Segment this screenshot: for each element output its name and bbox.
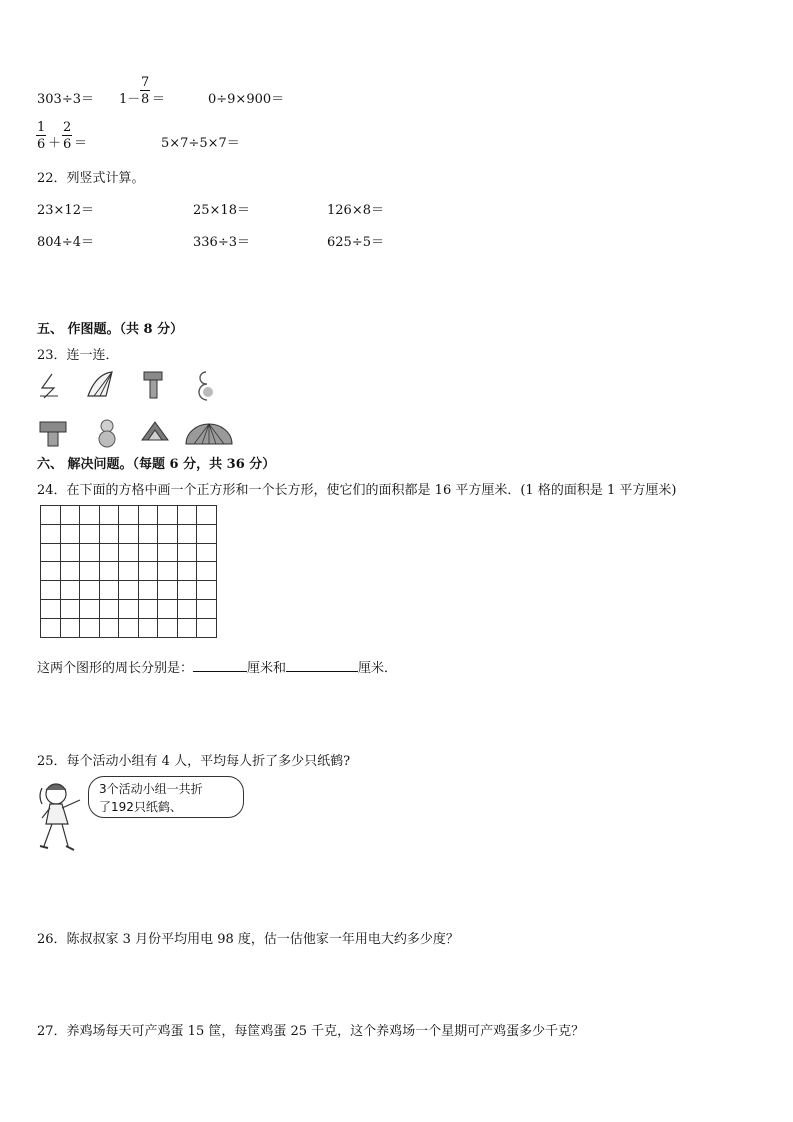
grid-cell[interactable] (99, 524, 119, 543)
equals-sign: ＝ (74, 136, 88, 151)
grid-cell[interactable] (138, 524, 158, 543)
grid-cell[interactable] (158, 524, 178, 543)
answer-prefix: 这两个图形的周长分别是： (37, 661, 194, 676)
roof-front-view-icon[interactable] (140, 420, 170, 446)
answer-mid: 厘米和 (247, 661, 287, 676)
fraction-numerator: 7 (141, 75, 150, 90)
fraction-denominator: 6 (63, 137, 72, 152)
grid-cell[interactable] (197, 506, 217, 525)
grid-cell[interactable] (80, 506, 100, 525)
answer-blank-2[interactable] (286, 659, 358, 672)
grid-cell[interactable] (80, 599, 100, 618)
expr-0-div-9-times-900: 0÷9×900＝ (208, 92, 285, 107)
bubble-line-2: 了192只纸鹤、 (99, 800, 182, 814)
expr-336-div-3: 336÷3＝ (193, 235, 250, 250)
grid-cell[interactable] (177, 543, 197, 562)
grid-cell[interactable] (197, 543, 217, 562)
expr-23x12: 23×12＝ (37, 203, 94, 218)
grid-row (41, 506, 217, 525)
grid-row (41, 618, 217, 637)
expr-5x7-div-5x7: 5×7÷5×7＝ (161, 136, 240, 151)
question-23-title: 23．连一连． (37, 348, 119, 363)
perimeter-answer-line (37, 657, 397, 676)
grid-cell[interactable] (119, 581, 139, 600)
grid-cell[interactable] (41, 581, 61, 600)
grid-cell[interactable] (197, 618, 217, 637)
fraction-7-8 (140, 76, 150, 106)
grid-cell[interactable] (119, 524, 139, 543)
umbrella-side-view-icon[interactable] (86, 370, 114, 400)
snowman-front-view-icon[interactable] (96, 418, 118, 448)
question-26-title: 26．陈叔叔家 3 月份平均用电 98 度，估一估他家一年用电大约多少度？ (37, 932, 459, 947)
grid-cell[interactable] (80, 562, 100, 581)
question-22-title: 22．列竖式计算。 (37, 171, 145, 186)
grid-cell[interactable] (158, 543, 178, 562)
fraction-numerator: 1 (37, 120, 46, 135)
grid-cell[interactable] (41, 524, 61, 543)
grid-cell[interactable] (138, 581, 158, 600)
grid-row (41, 599, 217, 618)
grid-cell[interactable] (158, 562, 178, 581)
bubble-line-1: 3个活动小组一共折 (99, 782, 203, 796)
question-27-title: 27．养鸡场每天可产鸡蛋 15 筐，每筐鸡蛋 25 千克，这个养鸡场一个星期可产鸡蛋多少千克？ (37, 1024, 585, 1039)
grid-cell[interactable] (158, 581, 178, 600)
grid-cell[interactable] (60, 562, 80, 581)
grid-cell[interactable] (119, 562, 139, 581)
grid-cell[interactable] (99, 543, 119, 562)
snowman-side-view-icon[interactable] (196, 370, 212, 402)
grid-cell[interactable] (41, 618, 61, 637)
grid-cell[interactable] (119, 618, 139, 637)
grid-cell[interactable] (197, 562, 217, 581)
grid-cell[interactable] (158, 618, 178, 637)
grid-cell[interactable] (41, 599, 61, 618)
expr-126x8: 126×8＝ (327, 203, 384, 218)
grid-cell[interactable] (99, 562, 119, 581)
section-5-heading: 五、 作图题。（共 8 分） (37, 322, 184, 337)
grid-cell[interactable] (60, 581, 80, 600)
grid-cell[interactable] (158, 506, 178, 525)
plus-sign: ＋ (48, 136, 62, 151)
grid-cell[interactable] (80, 543, 100, 562)
grid-cell[interactable] (80, 581, 100, 600)
grid-cell[interactable] (60, 524, 80, 543)
grid-cell[interactable] (138, 562, 158, 581)
grid-cell[interactable] (119, 599, 139, 618)
girl-illustration-icon (36, 778, 92, 856)
grid-cell[interactable] (41, 506, 61, 525)
square-grid[interactable] (40, 505, 217, 638)
grid-cell[interactable] (177, 562, 197, 581)
grid-cell[interactable] (99, 581, 119, 600)
fraction-numerator: 2 (63, 120, 72, 135)
grid-cell[interactable] (41, 543, 61, 562)
grid-cell[interactable] (177, 618, 197, 637)
expr-303-div-3: 303÷3＝ (37, 92, 94, 107)
grid-cell[interactable] (80, 618, 100, 637)
grid-cell[interactable] (60, 506, 80, 525)
grid-cell[interactable] (80, 524, 100, 543)
answer-suffix: 厘米． (358, 661, 398, 676)
grid-cell[interactable] (60, 618, 80, 637)
grid-cell[interactable] (177, 524, 197, 543)
expr-25x18: 25×18＝ (193, 203, 250, 218)
fraction-denominator: 6 (37, 137, 46, 152)
grid-cell[interactable] (99, 599, 119, 618)
equals-sign: ＝ (152, 92, 166, 107)
grid-cell[interactable] (41, 562, 61, 581)
question-25-title: 25．每个活动小组有 4 人，平均每人折了多少只纸鹤? (37, 754, 351, 769)
mushroom-side-view-icon[interactable] (142, 370, 164, 400)
expr-1-minus: 1－ (119, 92, 141, 107)
grid-cell[interactable] (60, 599, 80, 618)
fraction-1-6 (36, 121, 46, 151)
grid-cell[interactable] (177, 506, 197, 525)
expr-625-div-5: 625÷5＝ (327, 235, 384, 250)
fraction-denominator: 8 (141, 92, 150, 107)
lightning-view-icon[interactable] (38, 372, 60, 400)
grid-cell[interactable] (138, 618, 158, 637)
grid-cell[interactable] (99, 618, 119, 637)
section-6-heading: 六、 解决问题。（每题 6 分，共 36 分） (37, 457, 276, 472)
grid-cell[interactable] (138, 599, 158, 618)
expr-804-div-4: 804÷4＝ (37, 235, 94, 250)
grid-row (41, 543, 217, 562)
answer-blank-1[interactable] (193, 659, 247, 672)
grid-cell[interactable] (119, 543, 139, 562)
grid-row (41, 581, 217, 600)
grid-cell[interactable] (138, 543, 158, 562)
grid-cell[interactable] (60, 543, 80, 562)
fraction-2-6 (62, 121, 72, 151)
grid-cell[interactable] (119, 506, 139, 525)
grid-cell[interactable] (197, 581, 217, 600)
grid-row (41, 524, 217, 543)
grid-cell[interactable] (138, 506, 158, 525)
grid-cell[interactable] (197, 599, 217, 618)
grid-cell[interactable] (99, 506, 119, 525)
grid-cell[interactable] (177, 599, 197, 618)
grid-cell[interactable] (177, 581, 197, 600)
question-24-title: 24．在下面的方格中画一个正方形和一个长方形，使它们的面积都是 16 平方厘米．(1 格的面积是 1 平方厘米) (37, 483, 677, 498)
mushroom-front-view-icon[interactable] (38, 420, 68, 448)
speech-bubble (88, 776, 244, 818)
grid-row (41, 562, 217, 581)
grid-cell[interactable] (197, 524, 217, 543)
umbrella-top-view-icon[interactable] (184, 422, 234, 446)
grid-cell[interactable] (158, 599, 178, 618)
